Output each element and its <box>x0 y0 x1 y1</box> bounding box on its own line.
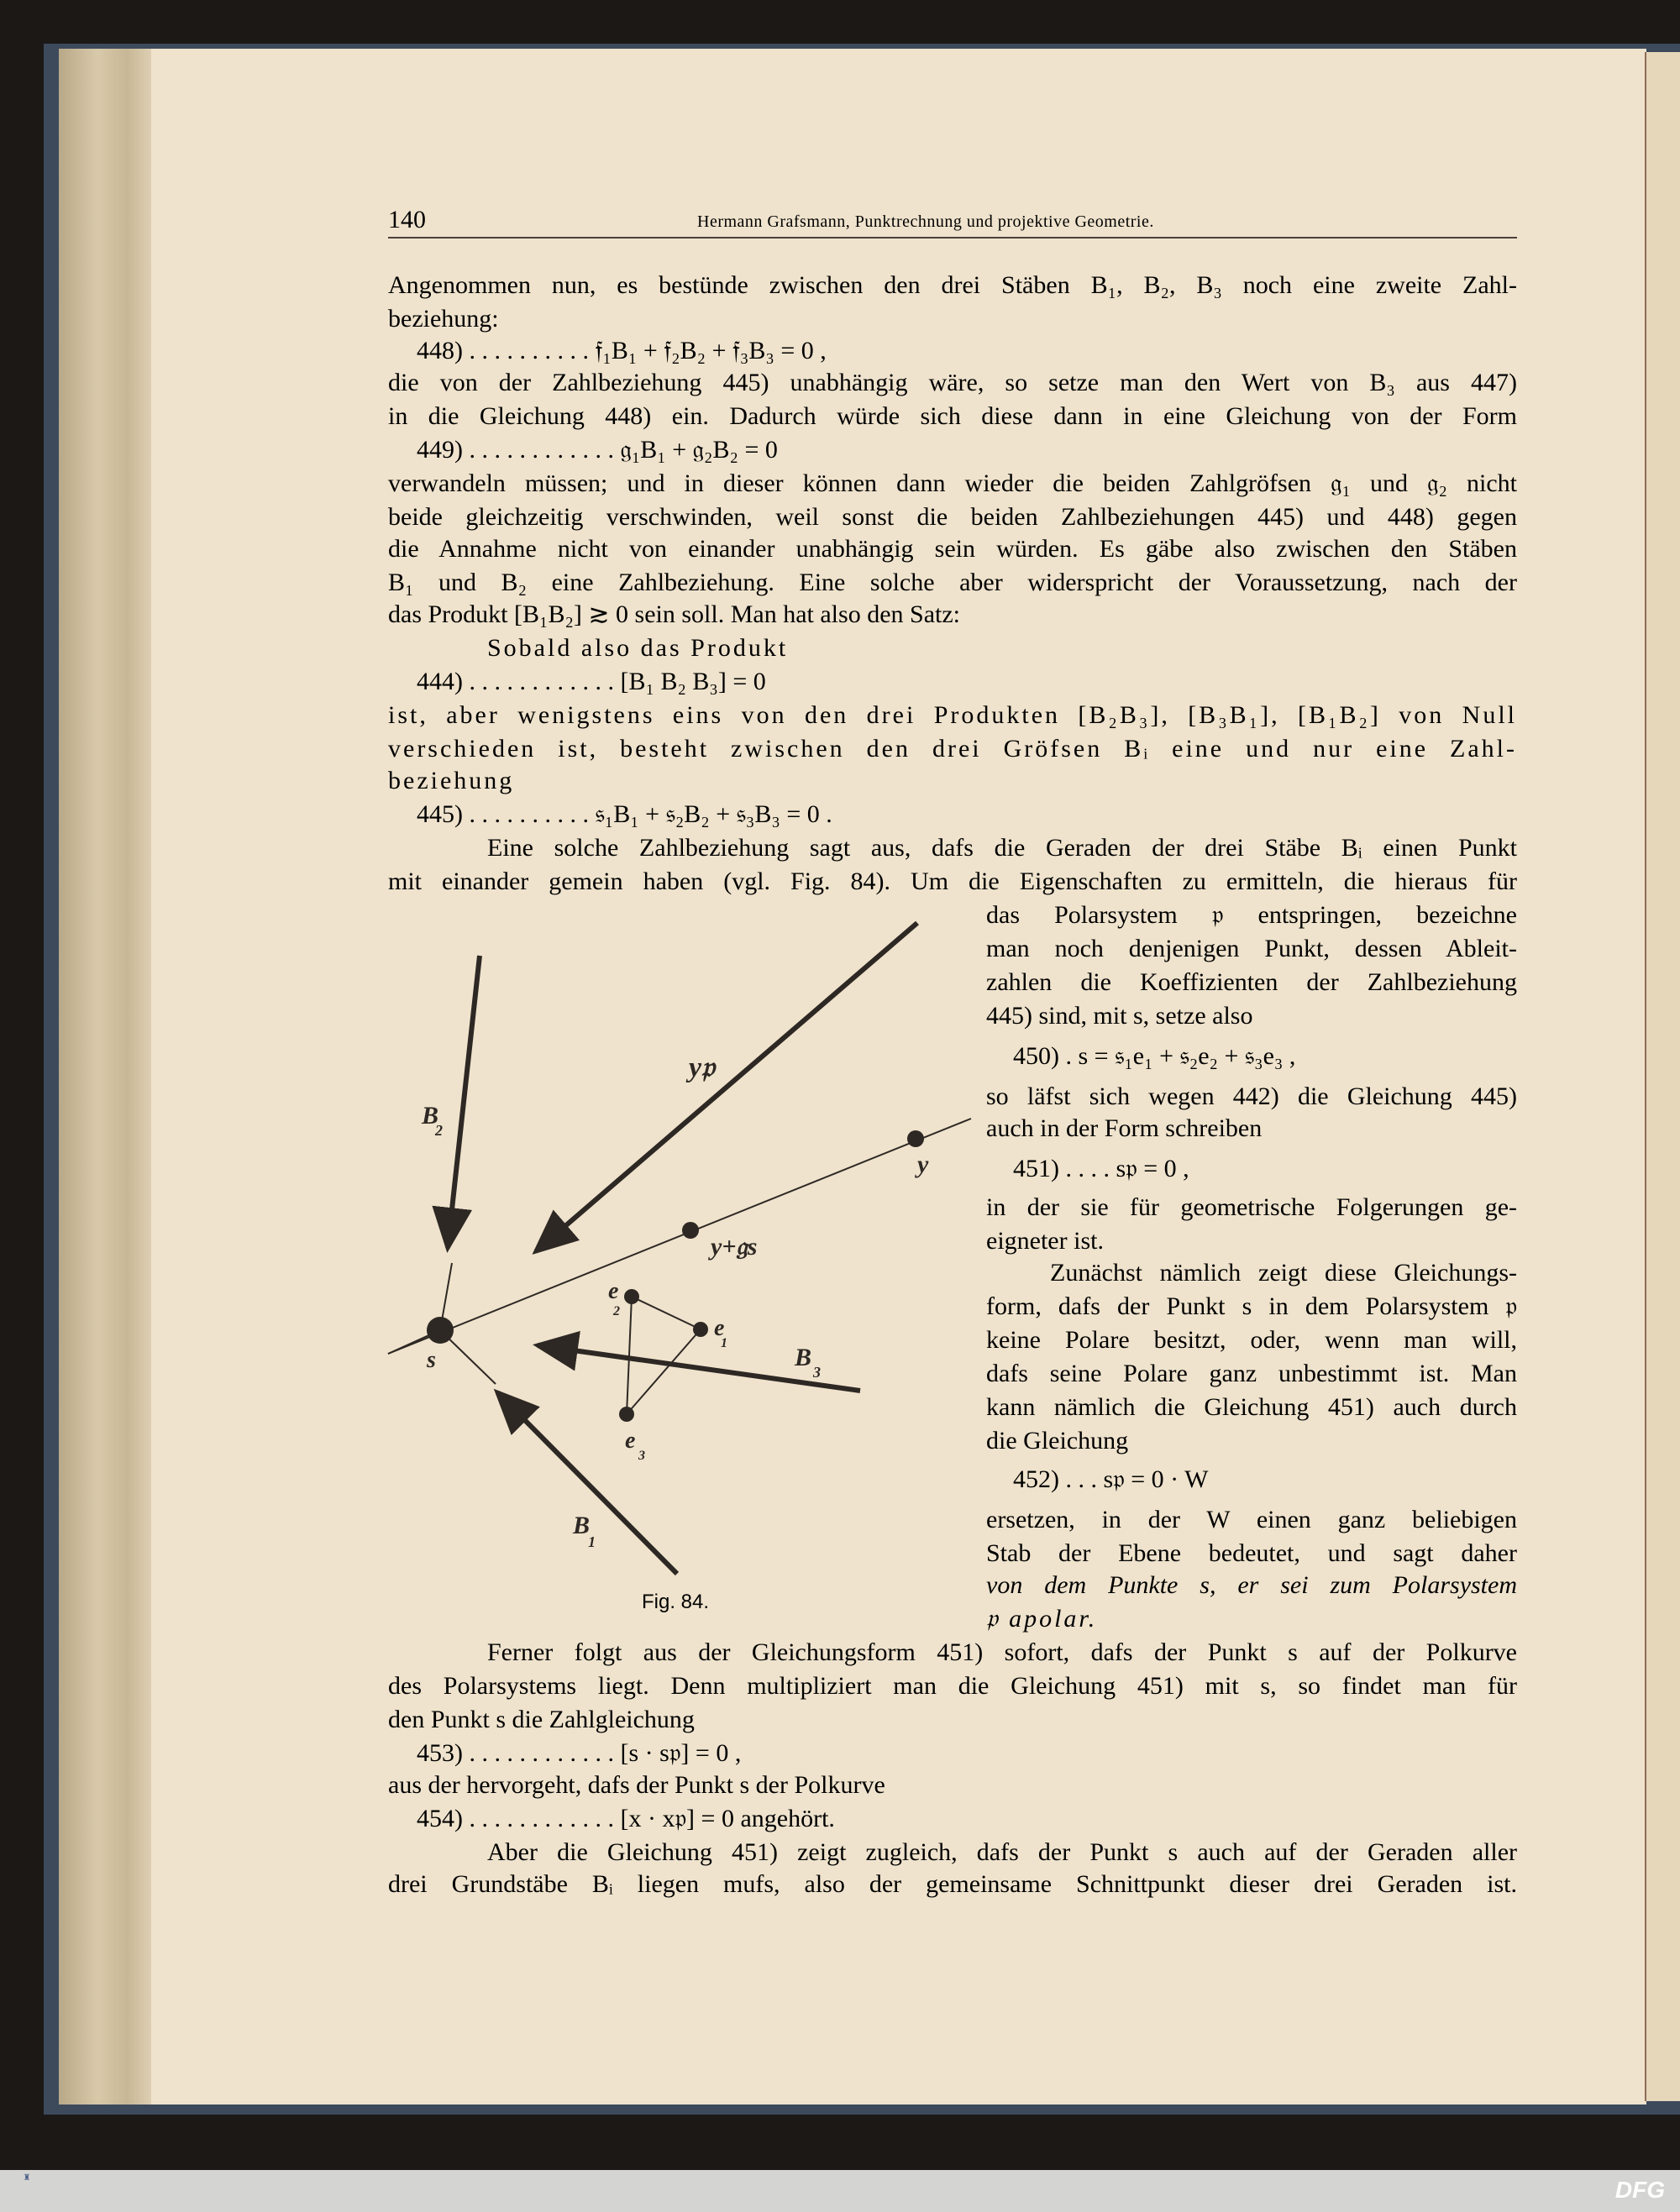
line-y-s <box>388 1119 971 1354</box>
triangle-edge <box>627 1297 632 1414</box>
text-line: in der sie für geometrische Folgerungen ge- <box>986 1193 1517 1221</box>
text-line: Eine solche Zahlbeziehung sagt aus, dafs die Geraden der drei Stäbe Bᵢ einen Punkt <box>487 834 1517 862</box>
equation-445: 445) . . . . . . . . . . 𝔰₁B₁ + 𝔰₂B₂ + 𝔰₃B₃ = 0 . <box>417 800 832 828</box>
text-line: dafs seine Polare ganz unbestimmt ist. Man <box>986 1360 1517 1387</box>
text-line: Angenommen nun, es bestünde zwischen den drei Stäben B₁, B₂, B₃ noch eine zweite Zahl- <box>388 271 1517 299</box>
text-line: verwandeln müssen; und in dieser können dann wieder die beiden Zahlgröfsen 𝔤₁ und 𝔤₂ nicht <box>388 469 1517 497</box>
text-line: auch in der Form schreiben <box>986 1114 1263 1142</box>
viewer-footer-bar <box>0 2170 1680 2212</box>
equation-444: 444) . . . . . . . . . . . . [B₁ B₂ B₃] = 0 <box>417 668 766 695</box>
label-e3: e <box>625 1428 636 1454</box>
label-B2: B <box>422 1102 439 1130</box>
text-line: die von der Zahlbeziehung 445) unabhängig wäre, so setze man den Wert von B₃ aus 447) <box>388 369 1517 396</box>
text-line: zahlen die Koeffizienten der Zahlbeziehung <box>986 968 1517 996</box>
text-line: die Gleichung <box>986 1427 1129 1455</box>
point-e1 <box>693 1322 708 1337</box>
theorem-line: Sobald also das Produkt <box>487 634 789 662</box>
text-line: von dem Punkte s, er sei zum Polarsystem <box>986 1571 1517 1599</box>
stab-B2 <box>448 956 480 1248</box>
text-line: Ferner folgt aus der Gleichungsform 451) sofort, dafs der Punkt s auf der Polkurve <box>487 1638 1517 1666</box>
point-ygs <box>682 1222 699 1239</box>
text-line: so läfst sich wegen 442) die Gleichung 445) <box>986 1082 1517 1110</box>
figure-caption: Fig. 84. <box>642 1591 710 1613</box>
text-line: 445) sind, mit s, setze also <box>986 1002 1253 1030</box>
text-line: in die Gleichung 448) ein. Dadurch würde sich diese dann in eine Gleichung von der Form <box>388 402 1517 430</box>
text-line: form, dafs der Punkt s in dem Polarsystem 𝔭 <box>986 1292 1517 1320</box>
text-line: den Punkt s die Zahlgleichung <box>388 1706 695 1733</box>
text-line: Zunächst nämlich zeigt diese Gleichungs- <box>1050 1259 1517 1287</box>
triangle-edge <box>632 1297 701 1329</box>
triangle-edge <box>627 1329 701 1414</box>
equation-452: 452) . . . s𝔭 = 0 · W <box>1013 1465 1209 1493</box>
text-line: B₁ und B₂ eine Zahlbeziehung. Eine solche aber widerspricht der Voraussetzung, nach der <box>388 569 1517 596</box>
text-line: ersetzen, in der W einen ganz beliebigen <box>986 1506 1517 1533</box>
text-line: die Annahme nicht von einander unabhängig sein würden. Es gäbe also zwischen den Stäben <box>388 535 1517 563</box>
stab-B1 <box>497 1392 677 1574</box>
text-line: keine Polare besitzt, oder, wenn man will, <box>986 1326 1517 1354</box>
label-B1-sub: 1 <box>588 1533 596 1550</box>
label-y-plus-gs: y+𝔤s <box>711 1233 758 1261</box>
text-line: 𝔭 apolar. <box>986 1605 1098 1633</box>
point-e2 <box>624 1289 639 1304</box>
text-line: man noch denjenigen Punkt, dessen Ableit- <box>986 935 1517 962</box>
label-e1: e <box>714 1315 725 1341</box>
text-line: eigneter ist. <box>986 1227 1104 1255</box>
stab-B3 <box>538 1345 860 1391</box>
dfg-logo: DFG <box>1614 2177 1665 2203</box>
label-e2: e <box>608 1278 619 1304</box>
label-B3-sub: 3 <box>813 1364 821 1381</box>
label-B2-sub: 2 <box>435 1122 443 1139</box>
equation-453: 453) . . . . . . . . . . . . [s · s𝔭] = 0 , <box>417 1739 742 1767</box>
stab-yp <box>536 923 917 1251</box>
text-line: aus der hervorgeht, dafs der Punkt s der Polkurve <box>388 1771 885 1799</box>
label-e1-sub: 1 <box>721 1336 727 1350</box>
label-e3-sub: 3 <box>638 1449 645 1463</box>
point-e3 <box>619 1407 634 1422</box>
equation-450: 450) . s = 𝔰₁e₁ + 𝔰₂e₂ + 𝔰₃e₃ , <box>1013 1042 1296 1070</box>
theorem-line: beziehung <box>388 767 515 794</box>
equation-448: 448) . . . . . . . . . . 𝔣₁B₁ + 𝔣₂B₂ + 𝔣₃B₃ = 0 , <box>417 337 827 364</box>
equation-451: 451) . . . . s𝔭 = 0 , <box>1013 1155 1189 1182</box>
page-number: 140 <box>388 206 426 233</box>
text-line: beziehung: <box>388 305 499 333</box>
label-y: y <box>917 1151 929 1178</box>
text-line: mit einander gemein haben (vgl. Fig. 84). Um die Eigenschaften zu ermitteln, die hieraus für <box>388 868 1517 895</box>
equation-454: 454) . . . . . . . . . . . . [x · x𝔭] = 0 angehört. <box>417 1805 835 1832</box>
label-s: s <box>427 1347 436 1373</box>
label-yp: y𝔭 <box>689 1052 715 1083</box>
library-logo-icon: ♜ <box>23 2173 31 2183</box>
text-line: das Polarsystem 𝔭 entspringen, bezeichne <box>986 901 1517 929</box>
point-s <box>427 1317 454 1344</box>
text-line: Stab der Ebene bedeutet, und sagt daher <box>986 1539 1517 1567</box>
label-B3: B <box>795 1344 812 1371</box>
label-B1: B <box>573 1512 591 1539</box>
theorem-line: verschieden ist, besteht zwischen den drei Gröfsen Bᵢ eine und nur eine Zahl- <box>388 735 1517 763</box>
equation-449: 449) . . . . . . . . . . . . 𝔤₁B₁ + 𝔤₂B₂ = 0 <box>417 436 778 464</box>
text-line: beide gleichzeitig verschwinden, weil sonst die beiden Zahlbeziehungen 445) und 448) gegen <box>388 503 1517 531</box>
text-line: das Produkt [B₁B₂] ≳ 0 sein soll. Man hat also den Satz: <box>388 600 960 628</box>
point-y <box>907 1130 924 1147</box>
text-line: drei Grundstäbe Bᵢ liegen mufs, also der gemeinsame Schnittpunkt dieser drei Geraden ist. <box>388 1870 1517 1898</box>
running-title: Hermann Grafsmann, Punktrechnung und projektive Geometrie. <box>697 212 1154 231</box>
theorem-line: ist, aber wenigstens eins von den drei Produkten [B₂B₃], [B₃B₁], [B₁B₂] von Null <box>388 701 1517 729</box>
text-line: des Polarsystems liegt. Denn multipliziert man die Gleichung 451) mit s, so findet man für <box>388 1672 1517 1700</box>
label-e2-sub: 2 <box>613 1304 620 1318</box>
text-line: kann nämlich die Gleichung 451) auch durch <box>986 1393 1517 1421</box>
text-line: Aber die Gleichung 451) zeigt zugleich, dafs der Punkt s auch auf der Geraden aller <box>487 1838 1517 1866</box>
